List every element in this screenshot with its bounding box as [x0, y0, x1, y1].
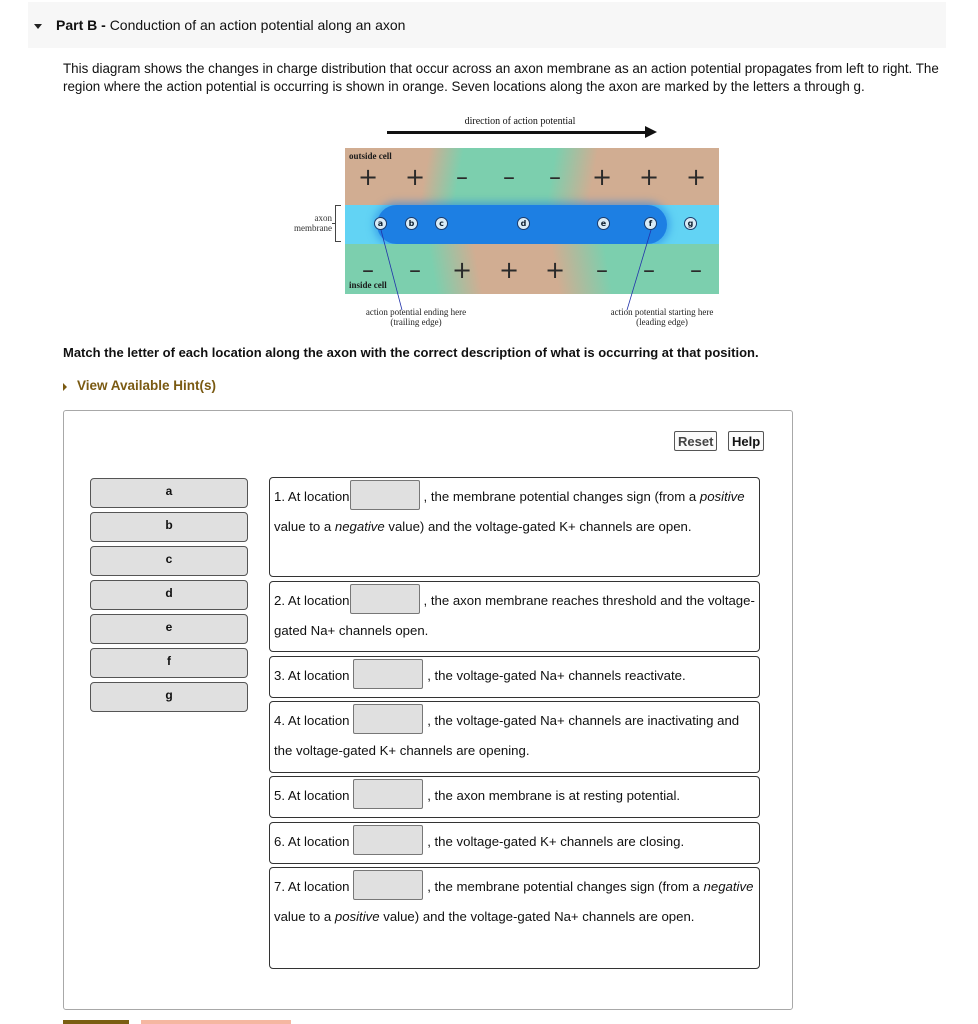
membrane-label: axon membrane	[294, 213, 332, 233]
instructions-text: Match the letter of each location along the axon with the correct description of what is occurring at that position.	[63, 345, 759, 360]
location-marker-a: a	[374, 217, 387, 230]
location-marker-e: e	[597, 217, 610, 230]
inside-cell-label: inside cell	[349, 280, 387, 290]
drag-tile-c[interactable]: c	[90, 546, 248, 576]
drop-target-6[interactable]	[353, 825, 423, 855]
charge-inside-3: +	[451, 256, 473, 284]
statement-4: 4. At location , the voltage-gated Na+ channels are inactivating and the voltage-gated K+ channels are opening.	[269, 701, 760, 773]
drag-tile-a[interactable]: a	[90, 478, 248, 508]
charge-outside-2: +	[404, 163, 426, 191]
charge-inside-1: –	[362, 256, 374, 284]
reset-button[interactable]: Reset	[674, 431, 717, 451]
submit-button[interactable]	[63, 1020, 129, 1024]
drop-target-3[interactable]	[353, 659, 423, 689]
statement-3: 3. At location , the voltage-gated Na+ channels reactivate.	[269, 656, 760, 698]
drop-target-5[interactable]	[353, 779, 423, 809]
expand-caret-icon	[63, 383, 67, 391]
drop-target-4[interactable]	[353, 704, 423, 734]
location-marker-f: f	[644, 217, 657, 230]
charge-inside-4: +	[498, 256, 520, 284]
charge-outside-6: +	[591, 163, 613, 191]
charge-outside-5: –	[549, 163, 561, 191]
part-title: Part B - Conduction of an action potential along an axon	[56, 17, 406, 33]
drag-tile-d[interactable]: d	[90, 580, 248, 610]
statement-6: 6. At location , the voltage-gated K+ channels are closing.	[269, 822, 760, 864]
drop-target-2[interactable]	[350, 584, 420, 614]
charge-inside-6: –	[596, 256, 608, 284]
charge-outside-4: –	[503, 163, 515, 191]
request-answer-button[interactable]	[141, 1020, 291, 1024]
drag-tile-b[interactable]: b	[90, 512, 248, 542]
charge-outside-8: +	[685, 163, 707, 191]
charge-outside-1: +	[357, 163, 379, 191]
charge-inside-7: –	[643, 256, 655, 284]
location-marker-b: b	[405, 217, 418, 230]
view-hints-link[interactable]: View Available Hint(s)	[63, 378, 216, 393]
part-header[interactable]	[28, 2, 946, 48]
intro-text: This diagram shows the changes in charge distribution that occur across an axon membrane as an action potential propagates from left to right. The region where the action potential is occurring is shown in orange. Seven locations along the axon are marked by the letters a through g.	[63, 61, 939, 94]
outside-cell-label: outside cell	[349, 151, 392, 161]
drag-tile-f[interactable]: f	[90, 648, 248, 678]
collapse-caret-icon[interactable]	[34, 24, 42, 29]
drag-tile-g[interactable]: g	[90, 682, 248, 712]
charge-outside-3: –	[456, 163, 468, 191]
charge-inside-5: +	[544, 256, 566, 284]
axon-diagram	[280, 112, 730, 332]
leading-edge-label: action potential starting here (leading edge)	[610, 307, 714, 327]
drop-target-1[interactable]	[350, 480, 420, 510]
drop-target-7[interactable]	[353, 870, 423, 900]
charge-outside-7: +	[638, 163, 660, 191]
location-marker-c: c	[435, 217, 448, 230]
statement-5: 5. At location , the axon membrane is at resting potential.	[269, 776, 760, 818]
matching-workspace	[63, 410, 793, 1010]
direction-label: direction of action potential	[464, 116, 576, 127]
charge-inside-8: –	[690, 256, 702, 284]
location-marker-g: g	[684, 217, 697, 230]
statement-7: 7. At location , the membrane potential changes sign (from a negative value to a positive value) and the voltage-gated Na+ channels are open.	[269, 867, 760, 969]
edge-pointer-lines	[280, 112, 730, 332]
drag-tile-e[interactable]: e	[90, 614, 248, 644]
location-marker-d: d	[517, 217, 530, 230]
statement-2: 2. At location , the axon membrane reaches threshold and the voltage-gated Na+ channels open.	[269, 581, 760, 652]
trailing-edge-label: action potential ending here (trailing edge)	[365, 307, 467, 327]
help-button[interactable]: Help	[728, 431, 764, 451]
statement-1: 1. At location , the membrane potential changes sign (from a positive value to a negative value) and the voltage-gated K+ channels are open.	[269, 477, 760, 577]
charge-inside-2: –	[409, 256, 421, 284]
